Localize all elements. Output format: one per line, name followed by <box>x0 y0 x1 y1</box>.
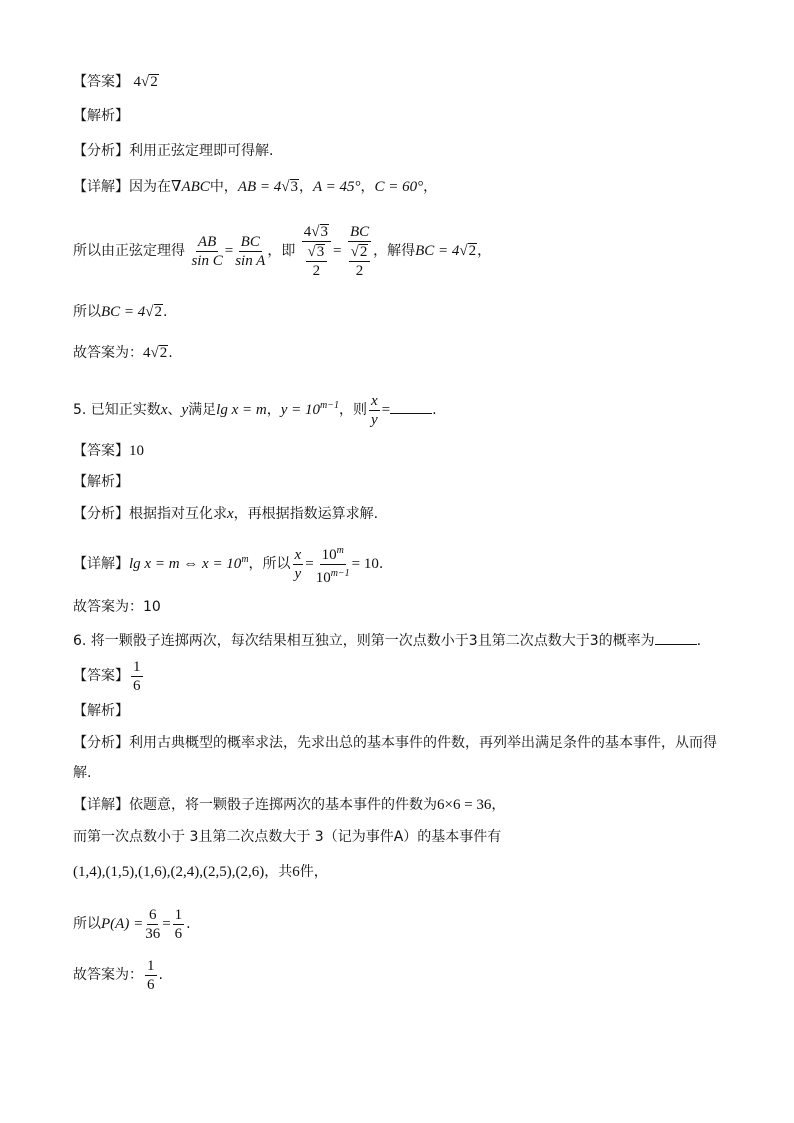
q6-detail-line4: 所以P(A) = $\frac{6}{36}$ = $\frac{1}{6}$ . <box>73 906 191 942</box>
fraction: $\frac{1}{6}$ <box>133 658 141 694</box>
q5-detail: 【详解】lg x = m ⇔ $x = 10^m$，所以 $\frac{x}{y}$ = $\frac{10^m}{10^{m-1}}$ = 10. <box>73 538 383 587</box>
q5-stem: 5. 已知正实数x、y满足lg x = m，$y = 10^{m-1}$，则 $\frac{x}{y}$ = . <box>73 392 437 428</box>
fraction: $\frac{x}{y}$ <box>294 546 302 582</box>
fraction: $\frac{AB}{\text{sin C}}$ <box>191 233 223 269</box>
fraction: $\frac{6}{36}$ <box>145 906 161 942</box>
q4-analysis: 【分析】利用正弦定理即可得解. <box>73 143 274 159</box>
fraction: $\frac{BC}{\text{sin A}}$ <box>235 233 266 269</box>
q4-answer-value: 4√2 <box>133 74 158 90</box>
q6-final: 故答案为： $\frac{1}{6}$ . <box>73 957 163 993</box>
q5-final: 故答案为：10 <box>73 599 161 615</box>
answer-label: 【答案】 <box>73 74 129 90</box>
q4-detail-line3: 所以BC = 4√2. <box>73 304 168 320</box>
fraction: BC √2 2 <box>349 223 370 279</box>
q6-detail-line3: (1,4),(1,5),(1,6),(2,4),(2,5),(2,6)，共6件， <box>73 864 328 880</box>
fraction: $\frac{10^m}{10^{m-1}}$ <box>316 542 350 587</box>
q6-detail-line2: 而第一次点数小于 3且第二次点数大于 3（记为事件A）的基本事件有 <box>73 829 502 845</box>
q4-answer-line <box>73 72 159 92</box>
fraction: $\frac{1}{6}$ <box>147 957 155 993</box>
fraction: $\frac{1}{6}$ <box>174 906 183 942</box>
fraction: 4√3 √3 2 <box>302 222 331 280</box>
q4-detail-line1: 【详解】因为在∇ABC中，AB = 4√3，A = 45°，C = 60°， <box>73 179 438 195</box>
q5-analysis: 【分析】根据指对互化求x，再根据指数运算求解. <box>73 506 379 522</box>
answer-blank <box>655 630 697 645</box>
q6-analysis-line1: 【分析】利用古典概型的概率求法，先求出总的基本事件的件数，再列举出满足条件的基本事件，从而得 <box>73 735 717 751</box>
q5-answer: 【答案】10 <box>73 443 144 459</box>
jiexi-label: 【解析】 <box>73 108 129 124</box>
q6-detail-line1: 【详解】依题意，将一颗骰子连掷两次的基本事件的件数为6×6 = 36， <box>73 797 506 813</box>
q4-detail-line2: 所以由正弦定理得 $\frac{AB}{\text{sin C}}$ = $\frac{BC}{\text{sin A}}$ ，即 4√3 √3 2 = BC √2 2 ，解得BC = 4√2， <box>73 223 492 279</box>
q6-answer: 【答案】 $\frac{1}{6}$ <box>73 658 141 694</box>
jiexi-label: 【解析】 <box>73 703 129 719</box>
fraction: $\frac{x}{y}$ <box>370 392 378 428</box>
q4-final: 故答案为：4√2. <box>73 345 173 361</box>
q6-stem: 6. 将一颗骰子连掷两次，每次结果相互独立，则第一次点数小于3且第二次点数大于3的概率为 . <box>73 630 701 651</box>
jiexi-label: 【解析】 <box>73 474 129 490</box>
answer-blank <box>390 399 432 414</box>
q6-analysis-line2: 解. <box>73 765 92 781</box>
